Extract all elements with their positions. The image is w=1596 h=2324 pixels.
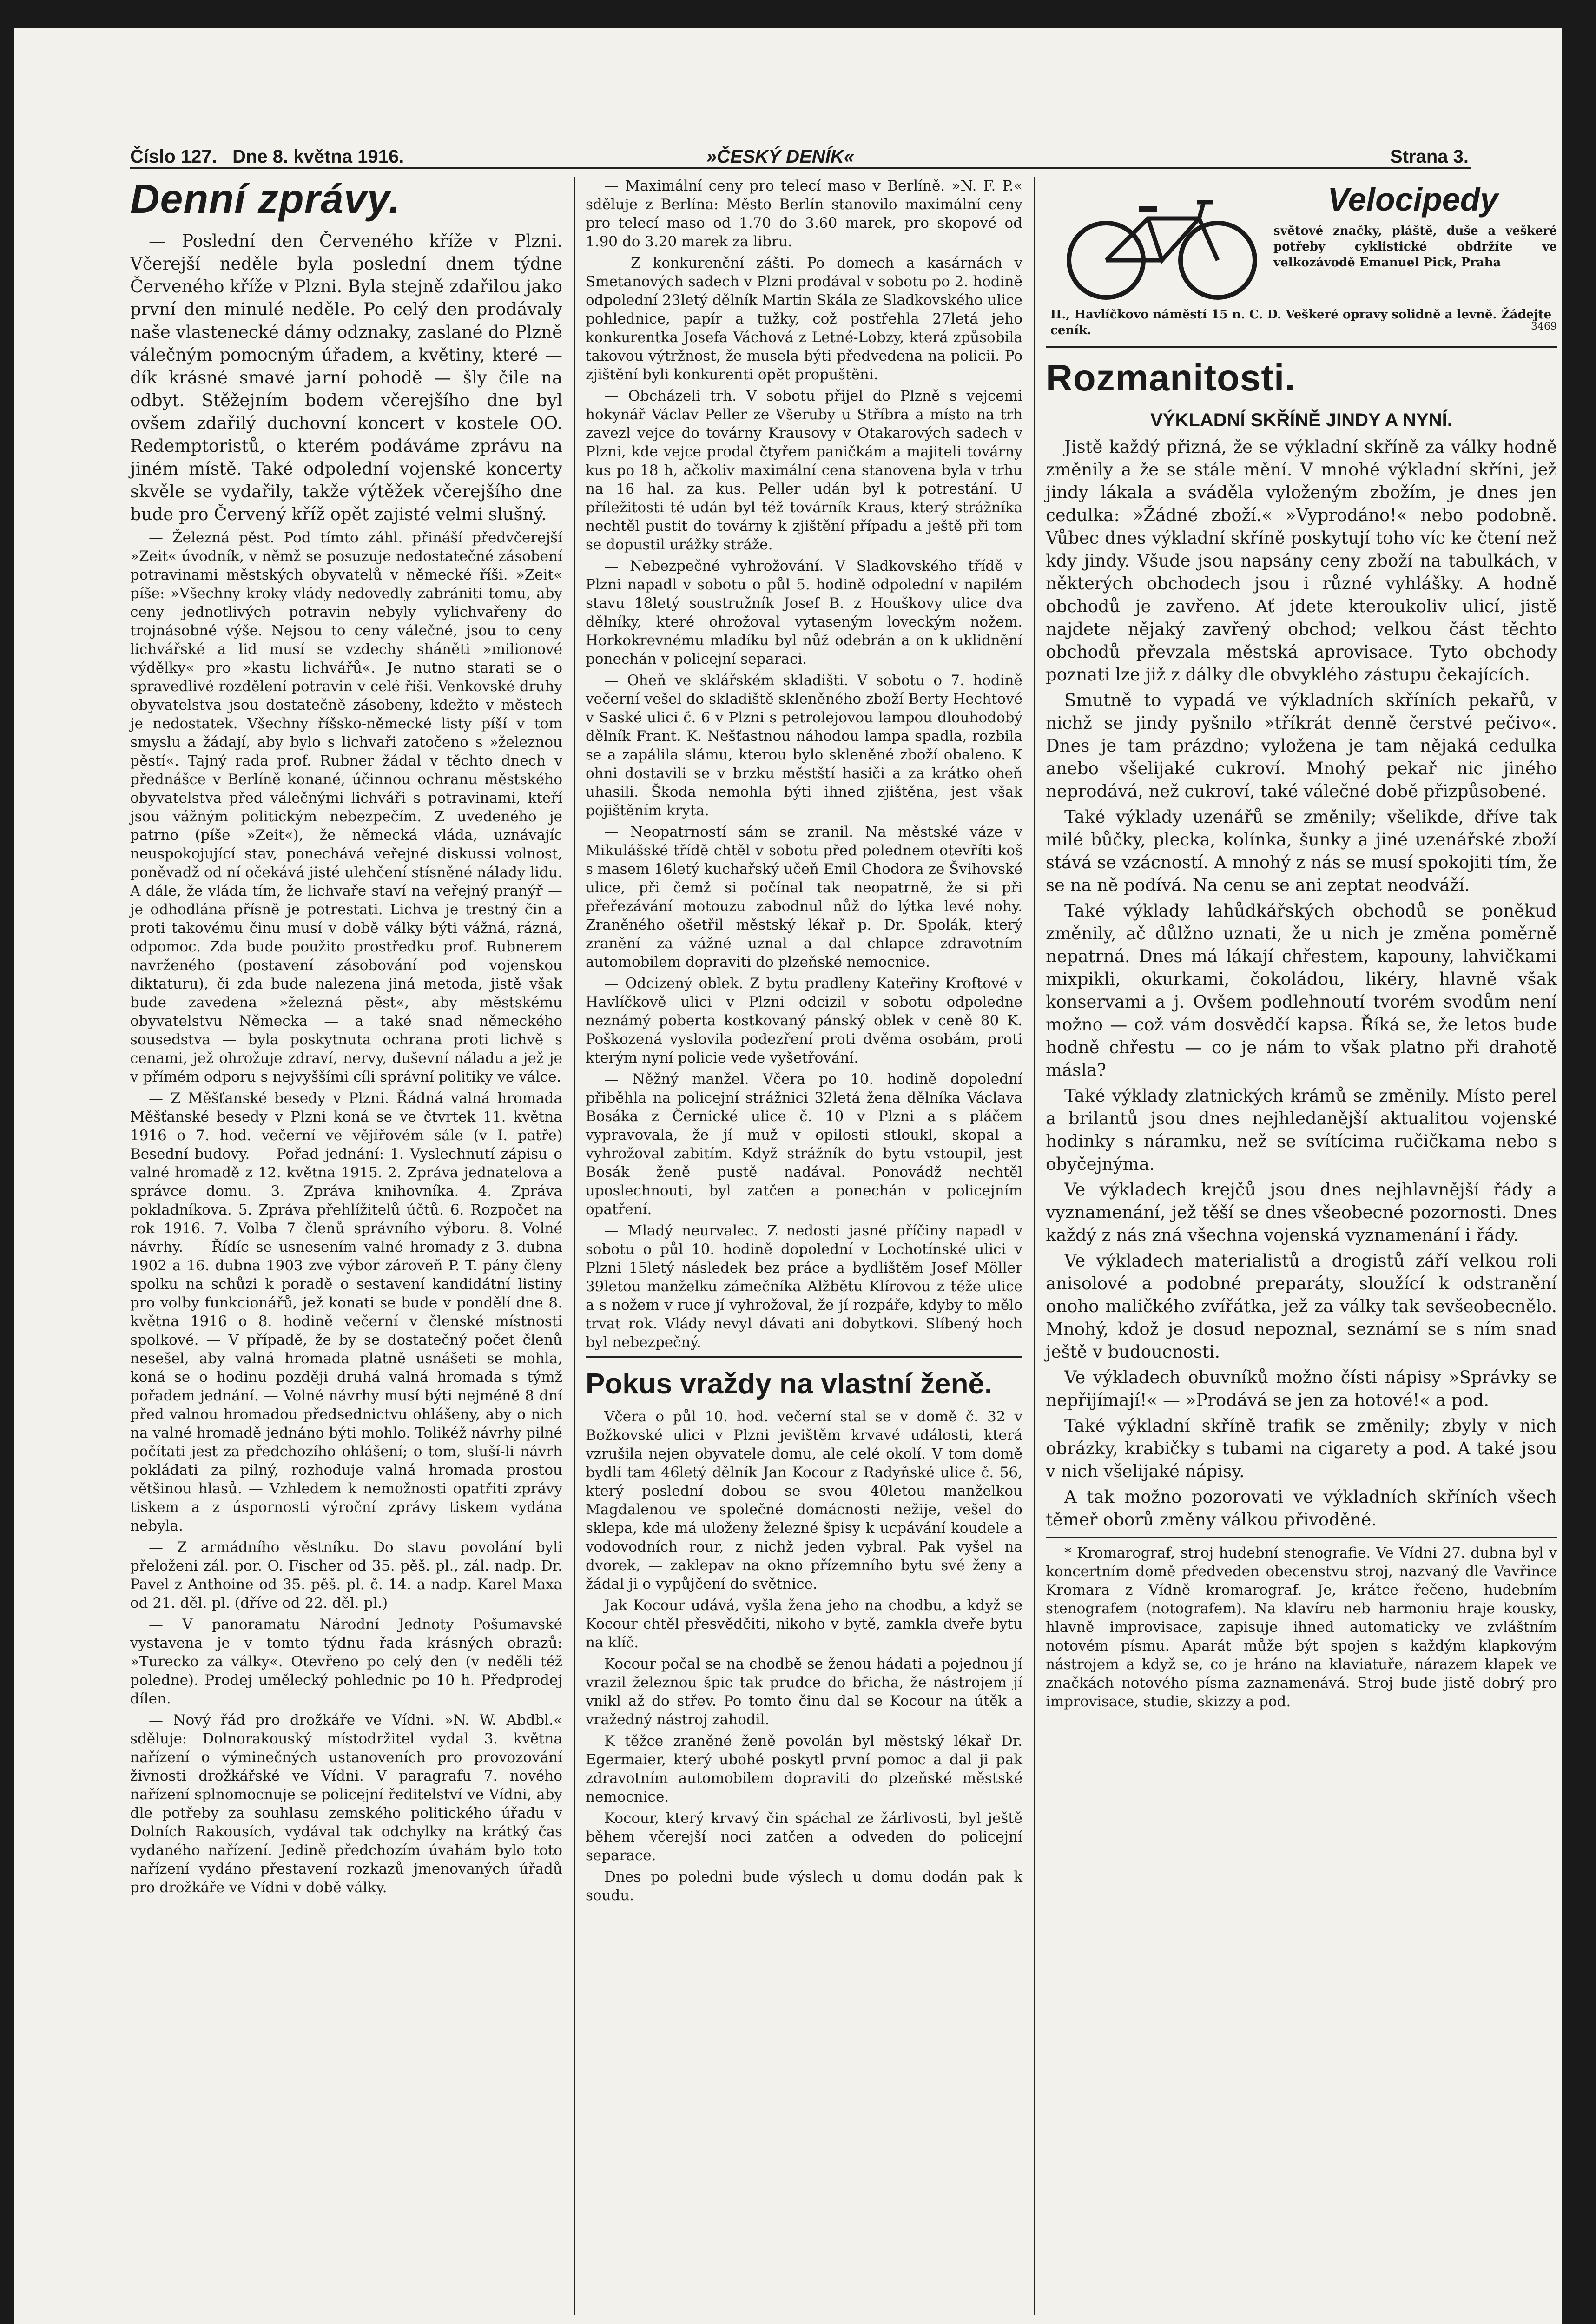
section-headline: Rozmanitosti. <box>1046 357 1296 398</box>
article-divider <box>586 1356 1022 1358</box>
article: Jistě každý přizná, že se výkladní skříně za války hodně změnily a že se stále mění. V mnohé výkladní skříni, jež jindy lákala a sváděla vyloženým zbožím, je dnes jen cedulka: »Žádné zboží.« »Vyprodáno!« nebo podobně. Vůbec dnes výkladní skříně poskytují toho víc ke čtení než kdy jindy. Všude jsou napsány ceny zboží na tabulkách, v některých obchodech jsou i různé vyhlášky. A hodně obchodů je zavřeno. Ať jdete kteroukoliv ulicí, jistě najdete nějaký zavřený obchod; velkou část těchto obchodů převzala městská aprovisace. Tyto obchody poznati lze již z dálky dle obvyklého zástupu čekajících. <box>1046 437 1557 685</box>
article: Také výklady uzenářů se změnily; všelikde, dříve tak milé bůčky, plecka, kolínka, šunky a jiné uzenářské zboží stává se vzácností. A mnohý z nás se musí spokojiti tím, že se na ně podívá. Na cenu se ani zeptat neodváží. <box>1046 807 1557 895</box>
article: Také výklady zlatnických krámů se změnily. Místo perel a brilantů jsou dnes nejhledanější aktualitou vojenské hodinky s náramku, než se svítícima ručičkama nebo s obyčejnýma. <box>1046 1086 1557 1174</box>
article: — Z armádního věstníku. Do stavu povolání byli přeloženi zál. por. O. Fischer od 35. pěš. pl., zál. nadp. Dr. Pavel z Anthoine od 35. pěš. pl. č. 14. a nadp. Karel Maxa od 21. děl. pl. (dříve od 22. děl. pl.) <box>130 1539 562 1611</box>
masthead-rule <box>130 167 1471 169</box>
bicycle-icon <box>1060 191 1264 302</box>
article: A tak možno pozorovati ve výkladních skříních všech těmeř oborů změny válkou přivoděné. <box>1046 1487 1557 1530</box>
article: — Nebezpečné vyhrožování. V Sladkovského třídě v Plzni napadl v sobotu o půl 5. hodině odpolední v napilém stavu 18letý soustružník Josef B. z Houškovy ulice dva dělníky, které ohrožoval vytaseným loveckým nožem. Horkokrevnému mladíku byl nůž odebrán a on k uklidnění ponechán v policejní separaci. <box>586 558 1022 667</box>
article: — Železná pěst. Pod tímto záhl. přináší předvčerejší »Zeit« úvodník, v němž se posuzuje nedostatečné zásobení potravinami městských obyvatelů v německé říši. »Zeit« píše: »Všechny kroky vlády nedovedly zabrániti tomu, aby ceny jednotlivých potravin nebyly vylichvařeny do trojnásobné výše. Nejsou to ceny válečné, jsou to ceny lichvářské a lid musí se vzdechy sháněti »milionové výdělky« pro »kastu lichvářů«. Je nutno starati se o spravedlivé rozdělení potravin v celé říši. Venkovské druhy obyvatelstva jsou dostatečně zásobeny, kdežto v městech je nedostatek. Všechny říšsko-německé listy píší v tom smyslu a žádají, aby bylo s lichvaři zatočeno s »železnou pěstí«. Tajný rada prof. Rubner žádal v těchto dnech v přednášce v Berlíně konané, účinnou ochranu městského obyvatelstva před válečnými lichváři s potravinami, kteří jsou vážným politickým nebezpečím. Z uvedeného je patrno (píše »Zeit«), že německá vláda, uznávajíc neuspokojující stav, ponechává veřejné diskussi volnost, poněvadž od ní očekává jisté ulehčení stísněné nálady lidu. A dále, že vláda tím, že lichvaře staví na veřejný pranýř — je odhodlána přísně je potrestati. Lichva je trestný čin a proti takovému činu musí v době války býti vážná, rázná, odpomoc. Zda bude použito prostředku prof. Rubnerem navrženého (postavení zásobování pod vojenskou diktaturu), či zda bude nalezena jiná metoda, jistě však bude zavedena »železná pěst«, aby městskému obyvatelstvu Německa — a také snad německého sousedstva — byla poskytnuta ochrana proti lichvě s cenami, jež ohrožuje zdraví, nervy, duševní náladu a jež je v přímém odporu s nejvyššími cíli správní politiky ve válce. <box>130 529 562 1085</box>
column-divider <box>1034 177 1035 2315</box>
article: — Z Měšťanské besedy v Plzni. Řádná valná hromada Měšťanské besedy v Plzni koná se ve čtvrtek 11. května 1916 o 7. hod. večerní ve vějířovém sále (v I. patře) Besední budovy. — Pořad jednání: 1. Vyslechnutí zápisu o valné hromadě z 12. května 1915. 2. Zpráva jednatelova a správce domu. 3. Zpráva knihovníka. 4. Zpráva pokladníkova. 5. Zpráva přehlížitelů účtů. 6. Rozpočet na rok 1916. 7. Volba 7 členů správního výboru. 8. Volné návrhy. — Řídíc se usnesením valné hromady z 3. dubna 1902 a 16. dubna 1903 zve výbor zároveň P. T. pány členy spolku na schůzi k poradě o sestavení kandidátní listiny pro volby funkcionářů, jež konati se bude v pondělí dne 8. května 1916 o 8. hodině večerní v členské místnosti spolkové. — V případě, že by se dostatečný počet členů nesešel, aby valná hromada platně usnášeti se mohla, koná se o hodinu později druhá valná hromada s týmž pořadem jednání. — Volné návrhy musí býti nejméně 8 dní před valnou hromadou předsednictvu ohlášeny, aby o nich na valné hromadě jednáno býti mohlo. Tolikéž návrhy pilné počítati jest za předchozího ohlášení; o tom, sluší-li návrh pokládati za pilný, rozhoduje valná hromada prostou většinou hlasů. — Vzhledem k nemožnosti opatřiti zprávy tiskem a z úspornosti výroční zprávy tiskem vydána nebyla. <box>130 1090 562 1534</box>
ad-code: 3469 <box>1531 321 1557 332</box>
ad-address: II., Havlíčkovo náměstí 15 n. C. D. Veškeré opravy solidně a levně. Žádejte ceník. <box>1050 308 1552 337</box>
column-divider <box>574 177 575 2315</box>
ad-text: světové značky, pláště, duše a veškeré potřeby cyklistické obdržíte ve velkozávodě Emanuel Pick, Praha <box>1273 224 1557 270</box>
article: — Něžný manžel. Včera po 10. hodině dopolední přiběhla na policejní strážnici 32letá žena dělníka Václava Bosáka z Černické ulice č. 10 v Plzni a s pláčem vypravovala, že jí muž v opilosti stloukl, skopal a vyhrožoval zabitím. Když strážník do bytu vstoupil, jest Bosák ženě pustě nadával. Ponovádž nechtěl uposlechnouti, byl zatčen a ponechán v policejním opatření. <box>586 1071 1022 1218</box>
ad-title: Velocipedy <box>1327 181 1498 218</box>
newspaper-page <box>14 28 1562 2324</box>
bicycle-advertisement <box>1050 181 1562 339</box>
article: Ve výkladech materialistů a drogistů září velkou roli anisolové a podobné preparáty, sloužící k odstranění onoho maličkého zvířátka, jež za války tak sevšeobecnělo. Mnohý, kdož je dosud nepoznal, seznámí se s ním snad ještě v budoucnosti. <box>1046 1251 1557 1362</box>
article: Dnes po poledni bude výslech u domu dodán pak k soudu. <box>586 1868 1022 1904</box>
page-number: Strana 3. <box>1390 146 1469 167</box>
article: — Odcizený oblek. Z bytu pradleny Kateřiny Kroftové v Havlíčkově ulici v Plzni odcizil v sobotu odpoledne neznámý pobertа kostkovaný pánský oblek v ceně 80 K. Poškozená vyslovila podezření proti dvěma osobám, proti kterým nyní policie vede vyšetřování. <box>586 975 1022 1066</box>
article-headline: VÝKLADNÍ SKŘÍNĚ JINDY A NYNÍ. <box>1150 410 1452 430</box>
article: Ve výkladech obuvníků možno čísti nápisy »Správky se nepřijímají!« — »Prodává se jen za hotové!« a pod. <box>1046 1367 1557 1410</box>
ad-divider <box>1046 346 1557 348</box>
masthead <box>130 119 1469 170</box>
article: — Maximální ceny pro telecí maso v Berlíně. »N. F. P.« sděluje z Berlína: Město Berlín stanovilo maximální ceny pro telecí maso od 1.70 do 3.60 marek, pro skopové od 1.90 do 3.20 marek za libru. <box>586 178 1022 250</box>
article: — V panoramatu Národní Jednoty Pošumavské vystavena je v tomto týdnu řada krásných obrazů: »Turecko za války«. Otevřeno po celý den (v neděli též poledne). Prodej umělecký pohlednic po 10 h. Předprodej dílen. <box>130 1616 562 1707</box>
issue-number: Číslo 127. <box>130 146 217 167</box>
article: — Neopatrností sám se zranil. Na městské váze v Mikulášské třídě chtěl v sobotu před polednem otevříti koš s masem 16letý kuchařský učeň Emil Chodora ze Švihovské ulice, při čemž si počínal tak neopatrně, že si při přeřezávání motouzu zabodnul nůž do lýtka levé nohy. Zraněného ošetřil městský lékař p. Dr. Spolák, který zranění za vážné uznal a dal chlapce zdravotním automobilem dopraviti do plzeňské nemocnice. <box>586 824 1022 971</box>
column-daily-news <box>130 177 562 1900</box>
column-miscellany <box>1046 356 1557 1714</box>
article: Jak Kocour udává, vyšla žena jeho na chodbu, a když se Kocour chtěl přesvědčiti, nikoho v bytě, zamkla dveře bytu na klíč. <box>586 1597 1022 1651</box>
article: Také výkladní skříně trafik se změnily; zbyly v nich obrázky, krabičky s tubami na cigarety a pod. A také jsou v nich všelijaké nápisy. <box>1046 1416 1557 1481</box>
article: — Oheň ve sklářském skladišti. V sobotu o 7. hodině večerní vešel do skladiště skleněného zboží Berty Hechtové v Saské ulici č. 6 v Plzni s petrolejovou lampou dlouhodobý dělník Frant. K. Nešťastnou náhodou lampa spadla, rozbila se a zapálila slámu, kterou bylo skleněné zboží obaleno. K ohni dostavili se v brzku městští hasiči a za krátko oheň uhasili. Škoda nemohla býti ihned zjištěna, jest však pojištěním kryta. <box>586 672 1022 819</box>
article: — Z konkurenční zášti. Po domech a kasárnách v Smetanových sadech v Plzni prodával v sobotu po 2. hodině odpolední 23letý dělník Martin Skála ze Sladkovského ulice pohlednice, papír a tužky, což postřehla 27letá jeho konkurentka Josefa Váchová z Letné-Lobzy, která způsobila takovou výtržnost, že musela býti předvedena na policii. Po zjištění byli konkurenti opět propuštěni. <box>586 255 1022 383</box>
article-headline: Pokus vraždy na vlastní ženě. <box>586 1368 993 1400</box>
article: — Nový řád pro drožkáře ve Vídni. »N. W. Abdbl.« sděluje: Dolnorakouský místodržitel vydal 3. května nařízení o výminečných ustanoveních pro provozování živnosti drožkářské ve Vídni. V paragrafu 7. nového nařízení splnomocnuje se policejní ředitelství ve Vídni, aby dle potřeby za souhlasu zemského politického úřadu v Dolních Rakousích, vydával tak odchylky na krátký čas vydaného nařízení. Jedině předchozím úvahám bylo toto nařízení vydáno přestavení rozkazů jmenovaných úřadů pro drožkáře ve Vídni v době války. <box>130 1712 562 1896</box>
issue-date: Dne 8. května 1916. <box>232 146 404 167</box>
section-headline: Denní zprávy. <box>130 176 401 222</box>
article: Ve výkladech krejčů jsou dnes nejhlavnější řády a vyznamenání, jež těší se dnes všeobecné pozornosti. Dnes každý z nás zná všechna vojenská vyznamenání i řády. <box>1046 1180 1557 1245</box>
article: K těžce zraněné ženě povolán byl městský lékař Dr. Egermaier, který ubohé poskytl první pomoc a dal ji pak zdravotním automobilem dopraviti do plzeňské městské nemocnice. <box>586 1733 1022 1805</box>
article: — Mladý neurvalec. Z nedosti jasné příčiny napadl v sobotu o půl 10. hodině dopolední v Lochotínské ulici v Plzni 15letý následek bez práce a bydlištěm Josef Möller 39letou manželku zámečníka Alžbětu Klírovou z téže ulice a s nožem v ruce jí vyhrožoval, že jí rozpáře, kdyby to mělo trvat rok. Vlády nevyl dávati ani dobytkovi. Slíbený hoch byl nebezpečný. <box>586 1222 1022 1351</box>
article: Smutně to vypadá ve výkladních skříních pekařů, v nichž se jindy pyšnilo »tříkrát denně čerstvé pečivo«. Dnes je tam prázdno; vyložena je tam nějaká cedulka anebo všelijaké cukroví. Mnohý pekař nic jiného neprodává, než cukroví, také válečné době přizpůsobené. <box>1046 690 1557 801</box>
article: Kocour počal se na chodbě se ženou hádati a pojednou jí vrazil železnou špic tak prudce do břicha, že nástrojem jí vnikl až do střev. Po tomto činu dal se Kocour na útěk a vražedný nástroj zahodil. <box>586 1656 1022 1728</box>
article: — Obcházeli trh. V sobotu přijel do Plzně s vejcemi hokynář Václav Peller ze Všeruby u Stříbra a místo na trh zavezl vejce do továrny Krausovy v Otakarových sadech v Plzni, kde vejce prodal čtyřem paničkám a majiteli továrny kus po 18 h, ačkoliv maximální cena stanovena byla v trhu na 16 hal. za kus. Peller udán byl k potrestání. U příležitosti té udán byl též továrník Kraus, který strážníka nechtěl pustit do továrny k zjištění případu a ještě při tom se dopustil urážky stráže. <box>586 388 1022 553</box>
newspaper-title: »ČESKÝ DENÍK« <box>706 146 854 167</box>
article-divider <box>1046 1537 1557 1538</box>
article: Včera o půl 10. hod. večerní stal se v domě č. 32 v Božkovské ulici v Plzni jevištěm krvavé události, která vzrušila nejen obyvatele domu, ale celé okolí. V tom domě bydlí tam 46letý dělník Jan Kocour z Radyňské ulice č. 56, který poslední dobou se svou 40letou manželkou Magdalenou ve společné domácnosti nežije, vešel do sklepa, kde má uloženy železné špisy k ucpávání koudele a vodovodních rour, z nichž jeden vybral. Pak vyšel na dvorek, — zaklepav na okno přízemního bytu své ženy a žádal ji o vypůjčení do světnice. <box>586 1408 1022 1592</box>
issue-and-date <box>130 146 404 167</box>
article: Také výklady lahůdkářských obchodů se poněkud změnily, ač důlžno uznati, že u nich je změna poměrně nepatrná. Dnes má lákají chřestem, kapouny, lahvičkami mixpikli, okurkami, čokoládou, likéry, hlavně však konservami a j. Ovšem podlehnoutí tvorém svodům není možno — což vám dosvědčí kapsa. Říká se, že letos bude hodně chřestu — co je nám to však platno při drahotě másla? <box>1046 901 1557 1080</box>
article: Kocour, který krvavý čin spáchal ze žárlivosti, byl ještě během včerejší noci zatčen a odveden do policejní separace. <box>586 1810 1022 1864</box>
article: — Poslední den Červeného kříže v Plzni. Včerejší neděle byla poslední dnem týdne Červeného kříže v Plzni. Byla stejně zdařilou jako první den minulé neděle. Po celý den prodávaly naše vlastenecké dámy odznaky, zaslané do Plzně válečným pomocným úřadem, a květiny, které — dík krásné smavé jarní pohodě — šly čile na odbyt. Stěžejním bodem včerejšího dne byl ovšem zdařilý duchovní koncert v kostele OO. Redemptoristů, o kterém podáváme zprávu na jiném místě. Také odpolední vojenské koncerty skvěle se vydařily, takže výtěžek včerejšího dne bude pro Červený kříž opět zajisté velmi slušný. <box>130 231 562 524</box>
footnote: * Kromarograf, stroj hudební stenografie. Ve Vídni 27. dubna byl v koncertním domě předveden obecenstvu stroj, nazvaný dle Vavřince Kromara z Vídně kromarograf. Je, krátce řečeno, hudebním stenografem (notografem). Na klavíru neb harmoniu hraje kousky, hlavně improvisace, zapisuje ihned automaticky ve zvláštním notovém písmu. Aparát může být spojen s každým klapkovým nástrojem a když se, co je hráno na klaviatuře, nárazem klapek ve značkách notového písma zaznamenává. Stroj bude jistě dobrý pro improvisace, studie, skizzy a pod. <box>1046 1545 1557 1710</box>
column-local-news <box>586 177 1022 1908</box>
